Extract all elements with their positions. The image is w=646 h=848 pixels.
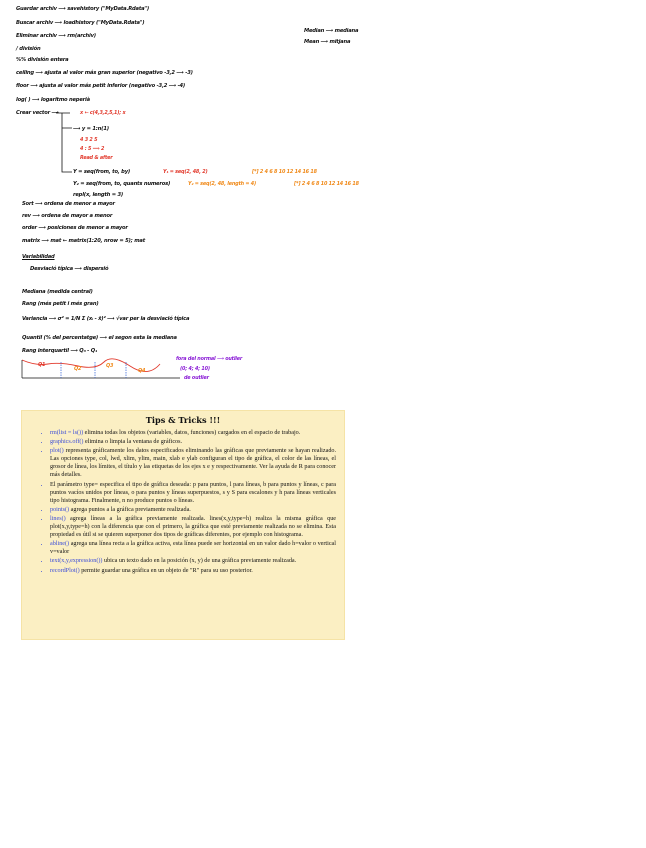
note-line: / división — [16, 46, 41, 52]
note-orange: [*] 2 4 6 8 10 12 14 16 18 — [294, 181, 359, 187]
note-line: log( ) ⟶ logaritmo neperià — [16, 97, 90, 103]
note-orange: Y₂ = seq(2, 48, length = 4) — [188, 181, 257, 187]
tip-item — [50, 515, 336, 539]
note-line: floor ⟶ ajusta al valor más petit inferior (negativo -3,2 ⟶ -4) — [16, 83, 186, 89]
tip-code: points() — [50, 506, 70, 513]
note-line: Median ⟶ mediana — [304, 28, 359, 34]
note-orange: [*] 2 4 6 8 10 12 14 16 18 — [252, 169, 317, 175]
box-label: Q3 — [106, 363, 114, 369]
tip-item — [50, 557, 336, 565]
note-line: Variancia ⟶ σ² = 1/N Σ (xᵢ - x̄)² ⟶ √var per la desviació típica — [22, 316, 190, 322]
box-label: Q2 — [74, 366, 82, 372]
note-line: rev ⟶ ordena de mayor a menor — [22, 213, 113, 219]
note-purple: (0; 4; 4; 10) — [180, 366, 210, 372]
note-purple: de outlier — [184, 375, 209, 381]
tips-box — [21, 410, 345, 640]
tip-text: agrega una línea recta a la gráfica activa, esta línea puede ser horizontal en un valor dado h=valor o vertical v=valor — [50, 541, 336, 556]
note-line: Mediana (medida central) — [22, 289, 93, 295]
note-line: Buscar archiv ⟶ loadhistory ("MyData.Rdata") — [16, 20, 145, 26]
tip-text: elimina todas los objetos (variables, datos, funciones) cargados en el espacio de trabajo. — [83, 430, 301, 436]
tip-item — [50, 567, 336, 575]
note-purple: fora del normal ⟶ outlier — [176, 356, 243, 362]
tip-text: agrega líneas a la gráfica previamente realizada. lines(x,y,type=h) realiza la misma gráfica que plot(x,y,type=h) con la diferencia que con el primero, la gráfica que esté previamente realizada no se elimina. Esta propiedad es útil si se quieren superponer dos tipos de gráficas diferentes, por ejemplo con histograma. — [50, 515, 336, 539]
tip-item — [50, 506, 336, 514]
tip-text: elimina o limpia la ventana de gráficos. — [83, 439, 183, 446]
tip-text: permite guardar una gráfica en un objeto de "R" para su uso posterior. — [79, 567, 253, 574]
note-line: Mean ⟶ mitjana — [304, 39, 351, 45]
tips-list — [30, 429, 336, 575]
note-line: order ⟶ posiciones de menor a mayor — [22, 225, 128, 231]
tip-item — [50, 438, 336, 446]
tip-code: lines() — [50, 515, 66, 522]
tips-title: Tips & Tricks !!! — [145, 415, 221, 425]
tip-text: representa gráficamente los datos especificados eliminando las gráficas que previamente se hayan realizado. Las opciones type, col, lwd, xlim, ylim, main, xlab e ylab configuran el tipo de gráfica, el color de las líneas, el grosor de línea, los límites, el título y las etiquetas de los ejes x e y respectivamente. Ver la ayuda de R para conocer más detalles. — [50, 448, 336, 479]
note-line: Quantil (% del percentatge) ⟶ el segon esta la mediana — [22, 335, 177, 341]
tip-item — [50, 429, 336, 437]
note-line: ceiling ⟶ ajusta al valor más gran superior (negativo -3,2 ⟶ -3) — [16, 70, 193, 76]
tip-item — [50, 447, 336, 479]
tip-code: El parámetro type= — [50, 481, 98, 488]
box-label: Q4 — [138, 368, 146, 374]
tip-text: especifica el tipo de gráfica deseada: p para puntos, l para líneas, b para puntos y líneas, c para puntos vacíos unidos por líneas, o para puntos y líneas superpuestos, s y S para escalones y h para líneas verticales tipo histograma. Finalmente, n no produce puntos o líneas. — [50, 481, 337, 504]
note-red: Read & after — [80, 155, 113, 161]
tip-code: recordPlot() — [50, 567, 80, 574]
note-heading: Variabilidad — [22, 254, 55, 260]
tip-code: plot() — [50, 448, 64, 455]
note-red: Y₁ = seq(2, 48, 2) — [163, 169, 208, 175]
note-line: Eliminar archiv ⟶ rm(archiv) — [16, 33, 96, 39]
tip-code: graphics.off() — [50, 439, 84, 446]
note-line: ⟶ y = 1:n(1) — [73, 126, 109, 132]
tip-code: rm(list = ls()) — [50, 430, 84, 436]
note-red: x ← c(4,3,2,5,1); x — [80, 110, 126, 116]
note-line: repl(x, length = 3) — [73, 192, 124, 198]
note-line: Rang interquartil ⟶ Q₃ - Q₁ — [22, 348, 98, 354]
tip-code: abline() — [50, 541, 70, 548]
tip-text: ubica un texto dado en la posición (x, y) de una gráfica previamente realizada. — [102, 558, 297, 565]
note-line: Y₂ = seq(from, to, quants numeros) — [73, 181, 171, 187]
tip-item — [50, 481, 336, 505]
note-line: matrix ⟶ mat ← matrix(1:20, nrow = 5); mat — [22, 238, 145, 244]
note-line: Guardar archiv ⟶ savehistory ("MyData.Rdata") — [16, 6, 150, 12]
note-red: 4 3 2 5 — [80, 137, 98, 143]
note-line: Desviació típica ⟶ dispersió — [30, 266, 109, 272]
tip-text: agrega puntos a la gráfica previamente realizada. — [69, 506, 191, 513]
box-label: Q1 — [38, 362, 46, 368]
note-line: Sort ⟶ ordena de menor a mayor — [22, 201, 115, 207]
handwritten-notes — [0, 0, 646, 400]
note-line: Crear vector ⟶ — [16, 110, 59, 116]
note-line: %% división entera — [16, 57, 69, 63]
note-red: 4 : 5 ⟹ 2 — [80, 146, 105, 152]
tip-code: text(x,y,expression()) — [50, 558, 103, 565]
tip-item — [50, 540, 336, 556]
note-line: Y = seq(from, to, by) — [73, 169, 131, 175]
note-line: Rang (més petit i més gran) — [22, 301, 99, 307]
